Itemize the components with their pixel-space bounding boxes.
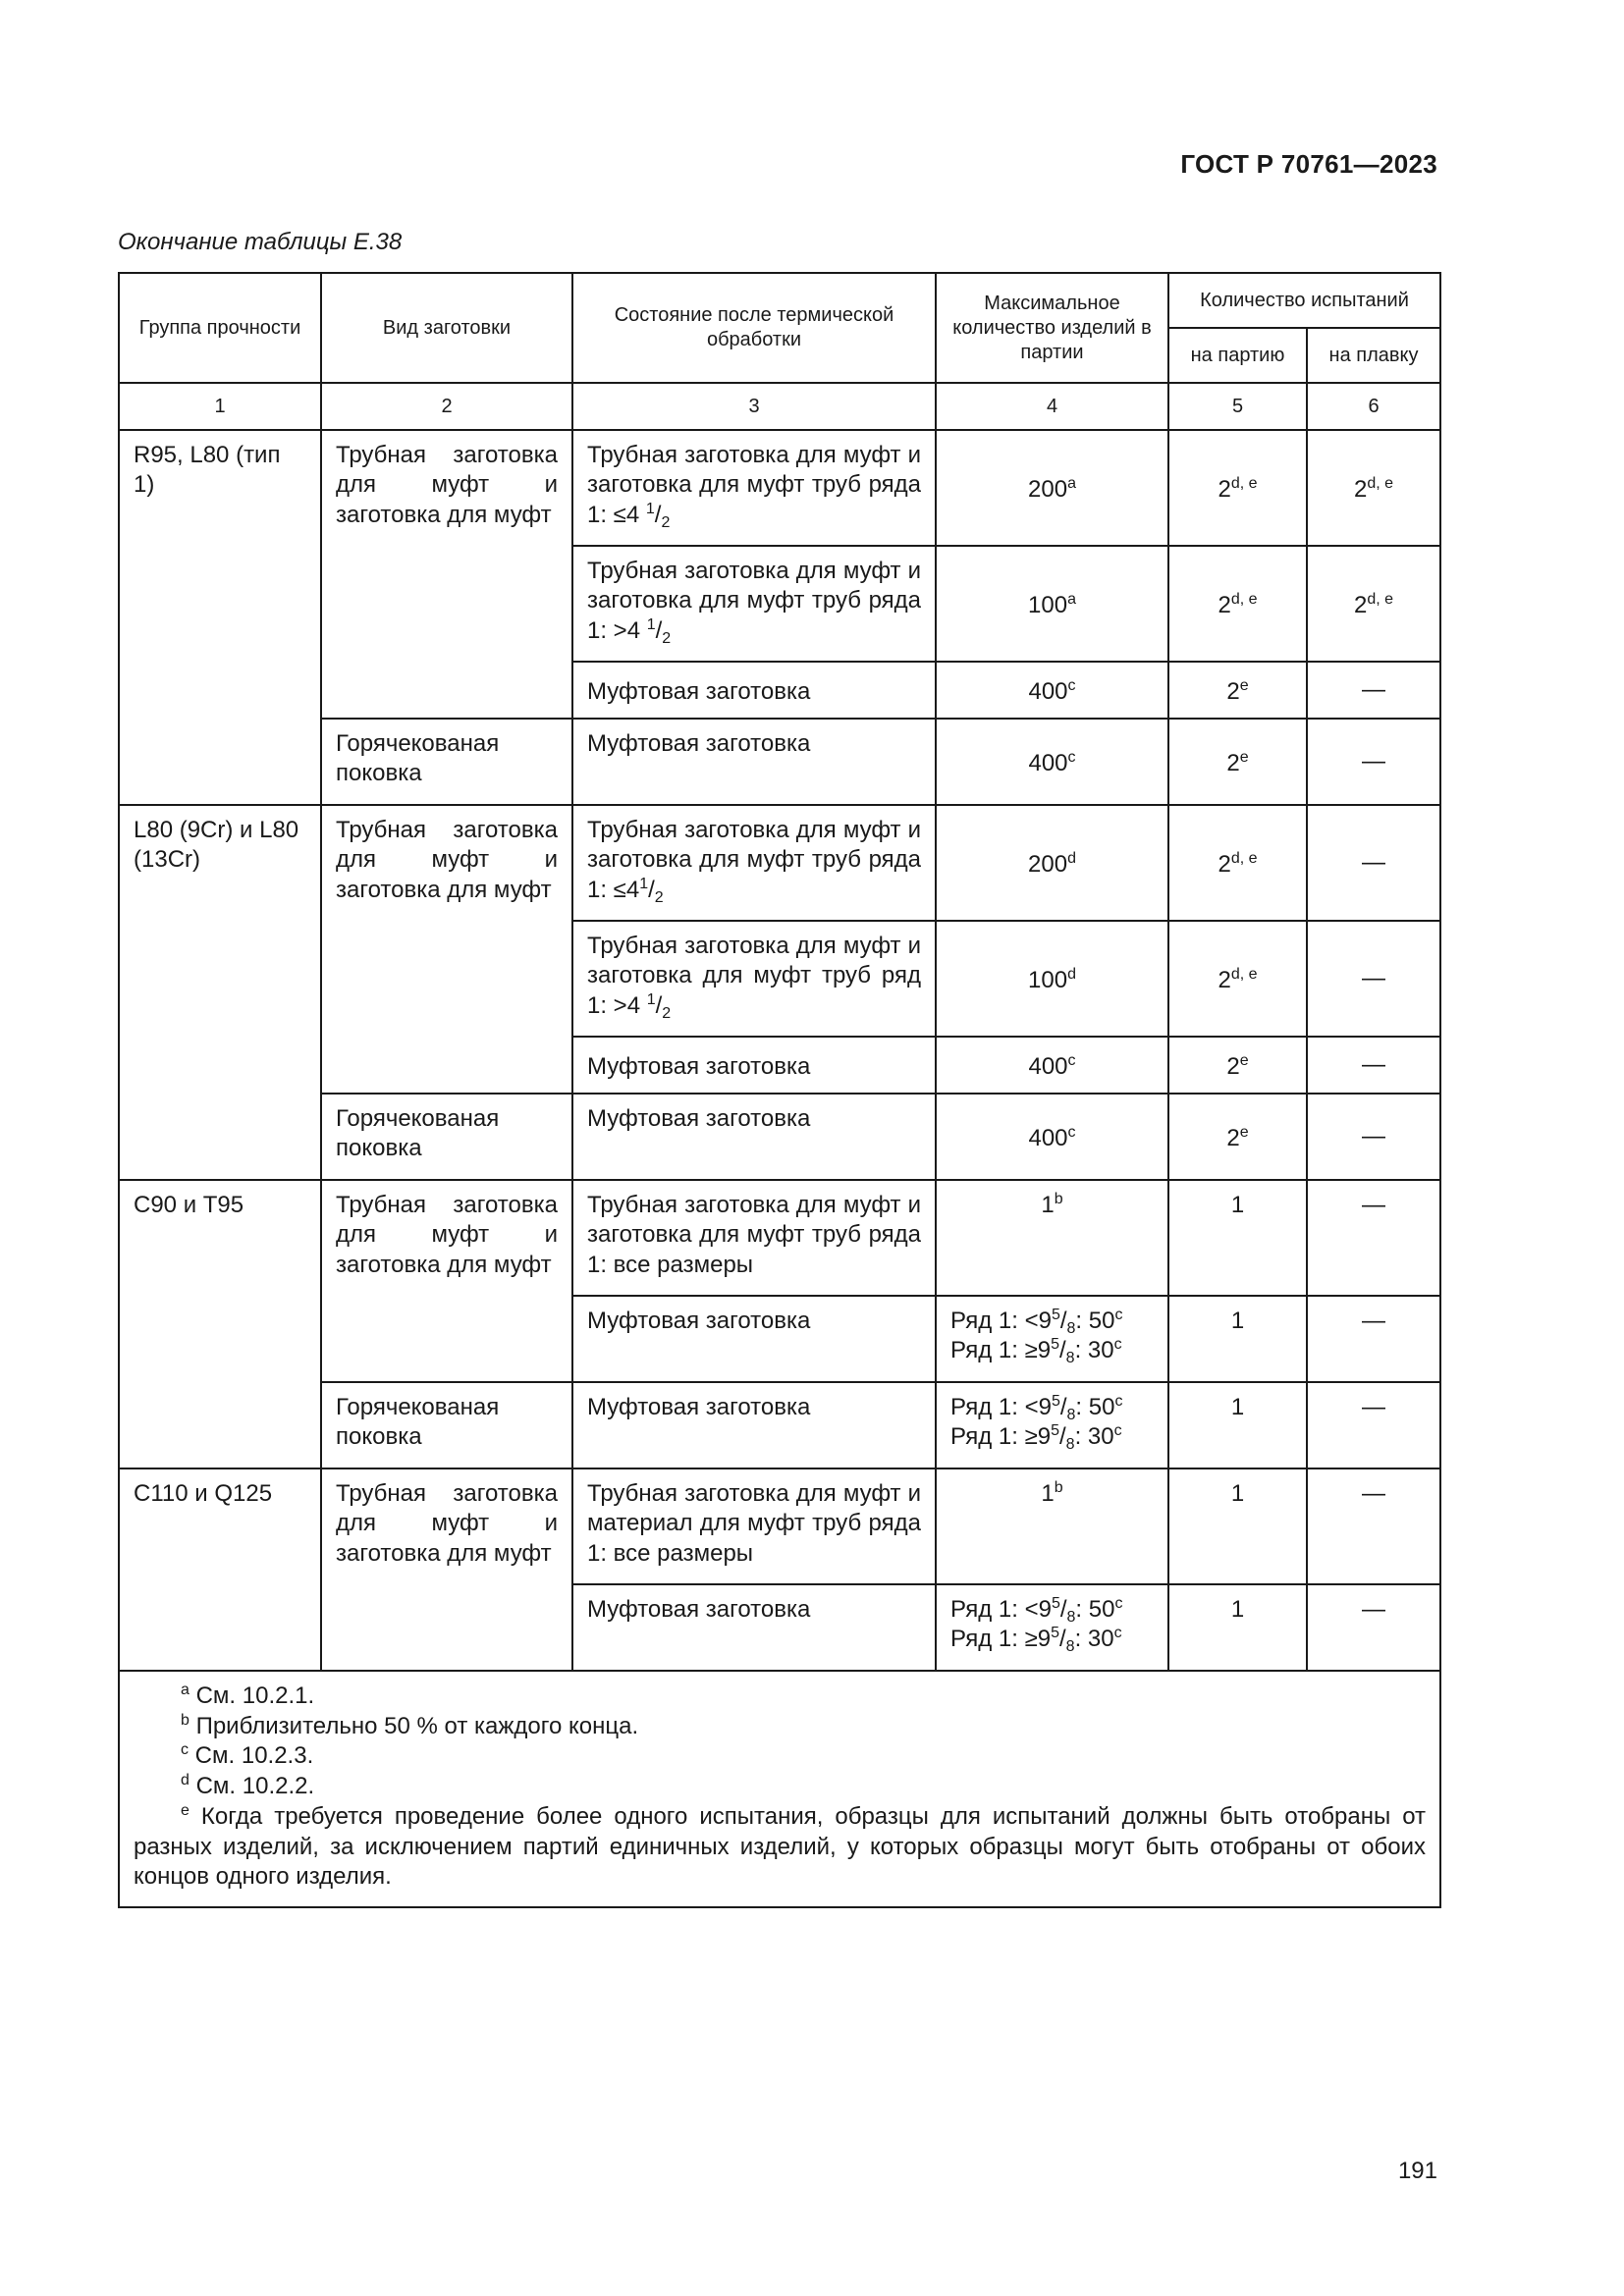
per-heat-cell: — [1307,1037,1440,1094]
per-heat-cell: — [1307,1584,1440,1671]
max-quantity-cell: Ряд 1: $<9^5/_8$: 50$^c$ Ряд 1: $\ge 9^5/_8$: 30$^c$ [936,1584,1168,1671]
page-number: 191 [1397,2158,1437,2184]
condition-cell: Трубная заготовка для муфт и заготовка для муфт труб ряда 1: >4 $^1/_2$ [572,546,936,662]
max-quantity-cell: 100$^a$ [936,546,1168,662]
condition-cell: Муфтовая заготовка [572,1094,936,1180]
max-quantity-cell: 1$^b$ [936,1468,1168,1584]
max-quantity-cell: 400$^c$ [936,1037,1168,1094]
header-max-quantity: Максимальное количество изделий в партии [936,273,1168,383]
max-quantity-cell: 1$^b$ [936,1180,1168,1296]
column-number: 4 [936,383,1168,430]
footnote: $^d$ См. 10.2.2. [181,1772,315,1800]
condition-cell: Муфтовая заготовка [572,662,936,719]
per-heat-cell: 2$^{d, e}$ [1307,546,1440,662]
footnotes [119,1671,1440,1907]
per-lot-cell: 2$^{d, e}$ [1168,805,1307,921]
per-heat-cell: — [1307,1296,1440,1382]
test-quantity-table [118,272,1441,1908]
per-lot-cell: 1 [1168,1468,1307,1584]
per-lot-cell: 2$^{d, e}$ [1168,546,1307,662]
condition-cell: Трубная заготовка для муфт и материал для муфт труб ряда 1: все размеры [572,1468,936,1584]
max-quantity-cell: 100$^d$ [936,921,1168,1037]
footnote: $^b$ Приблизительно 50 % от каждого конца. [181,1711,639,1739]
column-number-row [119,383,1440,430]
condition-cell: Трубная заготовка для муфт и заготовка для муфт труб ряда 1: все размеры [572,1180,936,1296]
table-row [119,430,1440,546]
per-lot-cell: 1 [1168,1180,1307,1296]
strength-group-cell: R95, L80 (тип 1) [119,430,321,805]
column-number: 1 [119,383,321,430]
per-lot-cell: 2e [1168,662,1307,719]
condition-cell: Муфтовая заготовка [572,1382,936,1468]
per-heat-cell: — [1307,921,1440,1037]
max-quantity-cell: 400$^c$ [936,1094,1168,1180]
per-lot-cell: 1 [1168,1382,1307,1468]
blank-type-cell: Трубная заготовка для муфт и заготовка для муфт [321,805,572,1094]
per-lot-cell: 2e [1168,719,1307,805]
table-row [119,1180,1440,1296]
per-lot-cell: 1 [1168,1584,1307,1671]
per-lot-cell: 1 [1168,1296,1307,1382]
per-heat-cell: — [1307,662,1440,719]
per-lot-cell: 2$^{d, e}$ [1168,921,1307,1037]
strength-group-cell: С110 и Q125 [119,1468,321,1671]
per-heat-cell: — [1307,1094,1440,1180]
max-quantity-cell: 200$^a$ [936,430,1168,546]
per-heat-cell: — [1307,1180,1440,1296]
footnote: $^e$ Когда требуется проведение более одного испытания, образцы для испытаний должны быть отобраны от разных изделий, за исключением партий единичных изделий, у которых образцы могут быть отобраны от обоих концов одного изделия. [134,1801,1427,1891]
per-lot-cell: 2e [1168,1094,1307,1180]
blank-type-cell: Горячекованая поковка [321,719,572,805]
max-quantity-cell: 400$^c$ [936,662,1168,719]
table-row [119,1468,1440,1584]
document-code: ГОСТ Р 70761—2023 [1180,149,1437,179]
blank-type-cell: Трубная заготовка для муфт и заготовка для муфт [321,1468,572,1671]
max-quantity-cell: Ряд 1: $<9^5/_8$: 50$^c$ Ряд 1: $\ge 9^5/_8$: 30$^c$ [936,1382,1168,1468]
column-number: 6 [1307,383,1440,430]
strength-group-cell: С90 и Т95 [119,1180,321,1468]
header-per-heat: на плавку [1307,328,1440,383]
header-heat-treatment: Состояние после термической обработки [572,273,936,383]
condition-cell: Трубная заготовка для муфт и заготовка для муфт труб ряда 1: ≤4 $^1/_2$ [572,430,936,546]
per-lot-cell: 2e [1168,1037,1307,1094]
footnotes-row [119,1671,1440,1907]
per-lot-cell: 2$^{d, e}$ [1168,430,1307,546]
condition-cell: Трубная заготовка для муфт и заготовка для муфт труб ряд 1: >4 $^1/_2$ [572,921,936,1037]
per-heat-cell: — [1307,1468,1440,1584]
per-heat-cell: — [1307,805,1440,921]
max-quantity-cell: 200$^d$ [936,805,1168,921]
condition-cell: Муфтовая заготовка [572,1037,936,1094]
condition-cell: Муфтовая заготовка [572,719,936,805]
condition-cell: Муфтовая заготовка [572,1296,936,1382]
per-heat-cell: — [1307,1382,1440,1468]
condition-cell: Муфтовая заготовка [572,1584,936,1671]
footnote: $^c$ См. 10.2.3. [181,1741,314,1770]
header-per-lot: на партию [1168,328,1307,383]
header-strength-group: Группа прочности [119,273,321,383]
blank-type-cell: Трубная заготовка для муфт и заготовка для муфт [321,1180,572,1382]
strength-group-cell: L80 (9Cr) и L80 (13Cr) [119,805,321,1180]
per-heat-cell: 2$^{d, e}$ [1307,430,1440,546]
header-row [119,273,1440,328]
header-test-count: Количество испытаний [1168,273,1440,328]
column-number: 3 [572,383,936,430]
column-number: 2 [321,383,572,430]
footnote: $^a$ См. 10.2.1. [181,1682,315,1709]
table-caption: Окончание таблицы Е.38 [118,229,403,255]
per-heat-cell: — [1307,719,1440,805]
condition-cell: Трубная заготовка для муфт и заготовка для муфт труб ряда 1: $\le 4^1/_2$ [572,805,936,921]
blank-type-cell: Трубная заготовка для муфт и заготовка для муфт [321,430,572,719]
column-number: 5 [1168,383,1307,430]
max-quantity-cell: 400$^c$ [936,719,1168,805]
blank-type-cell: Горячекованая поковка [321,1094,572,1180]
header-blank-type: Вид заготовки [321,273,572,383]
table-row [119,805,1440,921]
max-quantity-cell: Ряд 1: $<9^5/_8$: 50$^c$ Ряд 1: $\ge 9^5/_8$: 30$^c$ [936,1296,1168,1382]
blank-type-cell: Горячекованая поковка [321,1382,572,1468]
